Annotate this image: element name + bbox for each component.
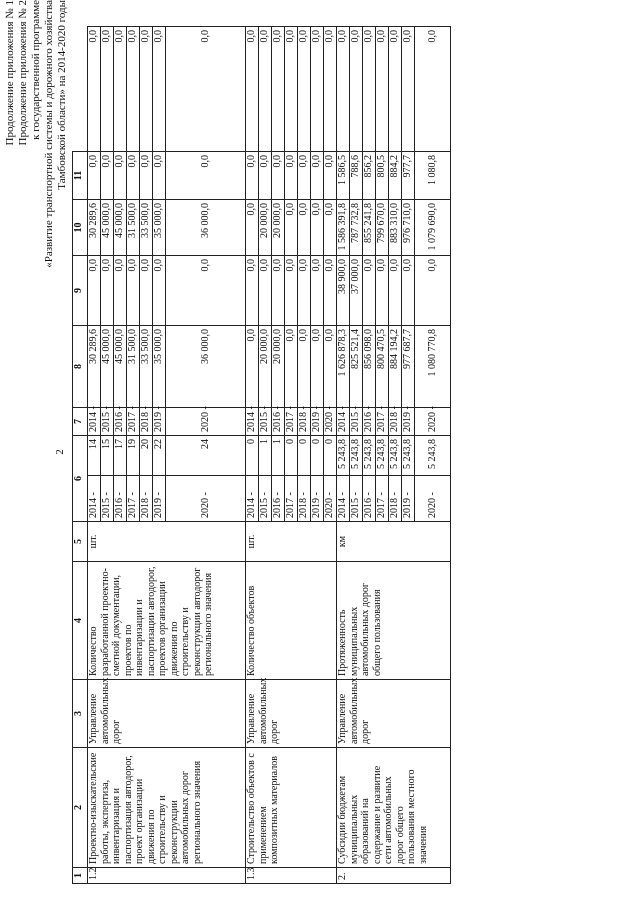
- total-cell: 45 000,0: [101, 326, 114, 408]
- year-cell: 2020 -: [415, 408, 451, 436]
- local-cell: 0,0: [259, 152, 272, 200]
- regional-cell: 1 079 690,0: [415, 200, 451, 256]
- value-cell: 5 243,8: [350, 436, 363, 476]
- extra-cell: 0,0: [166, 27, 246, 152]
- extra-cell: 0,0: [324, 27, 337, 152]
- regional-cell: 30 289,6: [88, 200, 101, 256]
- federal-cell: 0,0: [140, 256, 153, 326]
- regional-cell: 0,0: [285, 200, 298, 256]
- extra-cell: 0,0: [285, 27, 298, 152]
- value-cell: 5 243,8: [389, 436, 402, 476]
- section-number: 1.3: [246, 868, 337, 884]
- value-cell: 0: [246, 436, 259, 476]
- year-cell: 2014 -: [246, 476, 259, 522]
- year-cell: 2019 -: [311, 476, 324, 522]
- federal-cell: 0,0: [298, 256, 311, 326]
- year-cell: 2014 -: [88, 476, 101, 522]
- year-cell: 2017 -: [127, 408, 140, 436]
- total-cell: 0,0: [311, 326, 324, 408]
- year-cell: 2016 -: [363, 476, 376, 522]
- total-cell: 20 000,0: [272, 326, 285, 408]
- value-cell: 1: [272, 436, 285, 476]
- local-cell: 856,2: [363, 152, 376, 200]
- total-cell: 35 000,0: [153, 326, 166, 408]
- regional-cell: 0,0: [324, 200, 337, 256]
- total-cell: 800 470,5: [376, 326, 389, 408]
- year-cell: 2018 -: [140, 476, 153, 522]
- regional-cell: 0,0: [246, 200, 259, 256]
- section-name: Проектно-изыскательские работы, экспертиза, инвентаризация и паспортизация автодорог, проект организации движения по строительству и реконструкции автомобильных дорог регионального значения: [88, 748, 246, 868]
- section-unit: шт.: [246, 522, 337, 562]
- local-cell: 788,6: [350, 152, 363, 200]
- extra-cell: 0,0: [246, 27, 259, 152]
- year-cell: 2018 -: [140, 408, 153, 436]
- col-header: 10: [73, 200, 88, 256]
- total-cell: 45 000,0: [114, 326, 127, 408]
- value-cell: 5 243,8: [376, 436, 389, 476]
- regional-cell: 883 310,0: [389, 200, 402, 256]
- extra-cell: 0,0: [259, 27, 272, 152]
- extra-cell: 0,0: [298, 27, 311, 152]
- section-unit: км: [337, 522, 451, 562]
- regional-cell: 20 000,0: [259, 200, 272, 256]
- regional-cell: 0,0: [298, 200, 311, 256]
- value-cell: 0: [298, 436, 311, 476]
- extra-cell: 0,0: [127, 27, 140, 152]
- col-header: 1: [73, 868, 88, 884]
- year-cell: 2020 -: [324, 408, 337, 436]
- extra-cell: 0,0: [153, 27, 166, 152]
- extra-cell: 0,0: [114, 27, 127, 152]
- col-header: 2: [73, 748, 88, 868]
- col-header: 7: [73, 408, 88, 436]
- regional-cell: 787 732,8: [350, 200, 363, 256]
- total-cell: 825 521,4: [350, 326, 363, 408]
- federal-cell: 37 000,0: [350, 256, 363, 326]
- total-cell: 20 000,0: [259, 326, 272, 408]
- value-cell: 5 243,8: [337, 436, 350, 476]
- value-cell: 0: [285, 436, 298, 476]
- extra-cell: 0,0: [415, 27, 451, 152]
- section-executor: Управление автомобильных дорог: [246, 680, 337, 748]
- total-cell: 31 500,0: [127, 326, 140, 408]
- program-table: [72, 26, 451, 884]
- value-cell: 0: [311, 436, 324, 476]
- section-name: Субсидии бюджетам муниципальных образований на содержание и развитие сети автомобильных дорог общего пользования местного значения: [337, 748, 451, 868]
- federal-cell: 0,0: [389, 256, 402, 326]
- regional-cell: 976 710,0: [402, 200, 415, 256]
- federal-cell: 0,0: [166, 256, 246, 326]
- local-cell: 0,0: [114, 152, 127, 200]
- value-cell: 1: [259, 436, 272, 476]
- section-name: Строительство объектов с применением композитных материалов: [246, 748, 337, 868]
- federal-cell: 0,0: [285, 256, 298, 326]
- extra-cell: 0,0: [88, 27, 101, 152]
- section-executor: Управление автомобильных дорог: [337, 680, 451, 748]
- table-row: [337, 27, 350, 884]
- local-cell: 0,0: [246, 152, 259, 200]
- federal-cell: 0,0: [272, 256, 285, 326]
- year-cell: 2020 -: [166, 408, 246, 436]
- local-cell: 0,0: [166, 152, 246, 200]
- total-cell: 1 080 770,8: [415, 326, 451, 408]
- value-cell: 5 243,8: [402, 436, 415, 476]
- extra-cell: 0,0: [376, 27, 389, 152]
- year-cell: 2015 -: [350, 408, 363, 436]
- local-cell: 1 080,8: [415, 152, 451, 200]
- document-header: [4, 0, 69, 400]
- federal-cell: 0,0: [153, 256, 166, 326]
- total-cell: 0,0: [324, 326, 337, 408]
- value-cell: 22: [153, 436, 166, 476]
- year-cell: 2018 -: [298, 476, 311, 522]
- extra-cell: 0,0: [363, 27, 376, 152]
- year-cell: 2016 -: [272, 476, 285, 522]
- year-cell: 2018 -: [389, 408, 402, 436]
- header-line: «Развитие транспортной системы и дорожного хозяйства: [43, 0, 55, 268]
- column-number-row: [73, 27, 88, 884]
- local-cell: 977,7: [402, 152, 415, 200]
- year-cell: 2016 -: [114, 476, 127, 522]
- year-cell: 2019 -: [402, 476, 415, 522]
- section-number: 2.: [337, 868, 451, 884]
- year-cell: 2015 -: [101, 476, 114, 522]
- extra-cell: 0,0: [350, 27, 363, 152]
- col-header: 9: [73, 256, 88, 326]
- total-cell: 1 626 878,3: [337, 326, 350, 408]
- local-cell: 884,2: [389, 152, 402, 200]
- local-cell: 0,0: [272, 152, 285, 200]
- section-indicator: Протяженность муниципальных автомобильных дорог общего пользования: [337, 562, 451, 680]
- year-cell: 2014 -: [337, 476, 350, 522]
- local-cell: 0,0: [127, 152, 140, 200]
- regional-cell: 20 000,0: [272, 200, 285, 256]
- header-line: Продолжение приложения № 1: [4, 0, 16, 146]
- local-cell: 0,0: [140, 152, 153, 200]
- federal-cell: 0,0: [311, 256, 324, 326]
- col-header: 5: [73, 522, 88, 562]
- local-cell: 800,5: [376, 152, 389, 200]
- regional-cell: 45 000,0: [114, 200, 127, 256]
- year-cell: 2019 -: [153, 408, 166, 436]
- year-cell: 2017 -: [285, 408, 298, 436]
- year-cell: 2017 -: [376, 476, 389, 522]
- year-cell: 2018 -: [389, 476, 402, 522]
- year-cell: 2017 -: [127, 476, 140, 522]
- local-cell: 0,0: [101, 152, 114, 200]
- regional-cell: 0,0: [311, 200, 324, 256]
- year-cell: 2019 -: [153, 476, 166, 522]
- year-cell: 2020 -: [324, 476, 337, 522]
- extra-cell: 0,0: [337, 27, 350, 152]
- year-cell: 2017 -: [285, 476, 298, 522]
- extra-cell: 0,0: [389, 27, 402, 152]
- local-cell: 0,0: [324, 152, 337, 200]
- regional-cell: 36 000,0: [166, 200, 246, 256]
- section-unit: шт.: [88, 522, 246, 562]
- total-cell: 36 000,0: [166, 326, 246, 408]
- col-header: 11: [73, 152, 88, 200]
- local-cell: 0,0: [153, 152, 166, 200]
- federal-cell: 0,0: [402, 256, 415, 326]
- total-cell: 33 500,0: [140, 326, 153, 408]
- extra-cell: 0,0: [272, 27, 285, 152]
- regional-cell: 855 241,8: [363, 200, 376, 256]
- page-number: 2: [54, 449, 66, 455]
- year-cell: 2019 -: [402, 408, 415, 436]
- extra-cell: 0,0: [402, 27, 415, 152]
- section-indicator: Количество объектов: [246, 562, 337, 680]
- year-cell: 2020 -: [415, 476, 451, 522]
- federal-cell: 0,0: [88, 256, 101, 326]
- value-cell: 5 243,8: [363, 436, 376, 476]
- regional-cell: 31 500,0: [127, 200, 140, 256]
- col-header: 3: [73, 680, 88, 748]
- table-row: [246, 27, 259, 884]
- col-header: 4: [73, 562, 88, 680]
- year-cell: 2015 -: [259, 408, 272, 436]
- value-cell: 15: [101, 436, 114, 476]
- local-cell: 0,0: [298, 152, 311, 200]
- total-cell: 977 687,7: [402, 326, 415, 408]
- regional-cell: 799 670,0: [376, 200, 389, 256]
- federal-cell: 0,0: [246, 256, 259, 326]
- total-cell: 0,0: [298, 326, 311, 408]
- year-cell: 2016 -: [272, 408, 285, 436]
- federal-cell: 0,0: [127, 256, 140, 326]
- federal-cell: 0,0: [376, 256, 389, 326]
- value-cell: 24: [166, 436, 246, 476]
- value-cell: 14: [88, 436, 101, 476]
- year-cell: 2014 -: [337, 408, 350, 436]
- year-cell: 2019 -: [311, 408, 324, 436]
- year-cell: 2015 -: [101, 408, 114, 436]
- regional-cell: 35 000,0: [153, 200, 166, 256]
- value-cell: 0: [324, 436, 337, 476]
- year-cell: 2014 -: [246, 408, 259, 436]
- federal-cell: 0,0: [259, 256, 272, 326]
- year-cell: 2020 -: [166, 476, 246, 522]
- value-cell: 5 243,8: [415, 436, 451, 476]
- year-cell: 2016 -: [363, 408, 376, 436]
- value-cell: 20: [140, 436, 153, 476]
- extra-cell: 0,0: [140, 27, 153, 152]
- federal-cell: 0,0: [114, 256, 127, 326]
- table-body: [88, 27, 451, 884]
- section-number: 1.2: [88, 868, 246, 884]
- total-cell: 0,0: [246, 326, 259, 408]
- year-cell: 2014 -: [88, 408, 101, 436]
- regional-cell: 33 500,0: [140, 200, 153, 256]
- year-cell: 2015 -: [350, 476, 363, 522]
- table-row: [88, 27, 101, 884]
- value-cell: 17: [114, 436, 127, 476]
- header-line: к государственной программе: [30, 0, 42, 140]
- federal-cell: 0,0: [415, 256, 451, 326]
- value-cell: 19: [127, 436, 140, 476]
- col-header: 6: [73, 436, 88, 522]
- federal-cell: 0,0: [363, 256, 376, 326]
- section-indicator: Количество разработанной проектно-сметной документации, проектов по инвентаризации и паспортизации автодорог, проектов организации движения по строительству и реконструкции автодорог регионального значения: [88, 562, 246, 680]
- local-cell: 0,0: [88, 152, 101, 200]
- header-line: Тамбовской области» на 2014-2020 годы: [56, 0, 68, 190]
- year-cell: 2017 -: [376, 408, 389, 436]
- total-cell: 30 289,6: [88, 326, 101, 408]
- total-cell: 0,0: [285, 326, 298, 408]
- year-cell: 2016 -: [114, 408, 127, 436]
- local-cell: 0,0: [285, 152, 298, 200]
- col-header: 8: [73, 326, 88, 408]
- year-cell: 2015 -: [259, 476, 272, 522]
- local-cell: 0,0: [311, 152, 324, 200]
- header-line: Продолжение приложения № 2: [17, 0, 29, 146]
- regional-cell: 1 586 391,8: [337, 200, 350, 256]
- extra-cell: 0,0: [101, 27, 114, 152]
- extra-cell: 0,0: [311, 27, 324, 152]
- federal-cell: 0,0: [324, 256, 337, 326]
- section-executor: Управление автомобильных дорог: [88, 680, 246, 748]
- federal-cell: 0,0: [101, 256, 114, 326]
- federal-cell: 38 900,0: [337, 256, 350, 326]
- total-cell: 856 098,0: [363, 326, 376, 408]
- year-cell: 2018 -: [298, 408, 311, 436]
- regional-cell: 45 000,0: [101, 200, 114, 256]
- local-cell: 1 586,5: [337, 152, 350, 200]
- total-cell: 884 194,2: [389, 326, 402, 408]
